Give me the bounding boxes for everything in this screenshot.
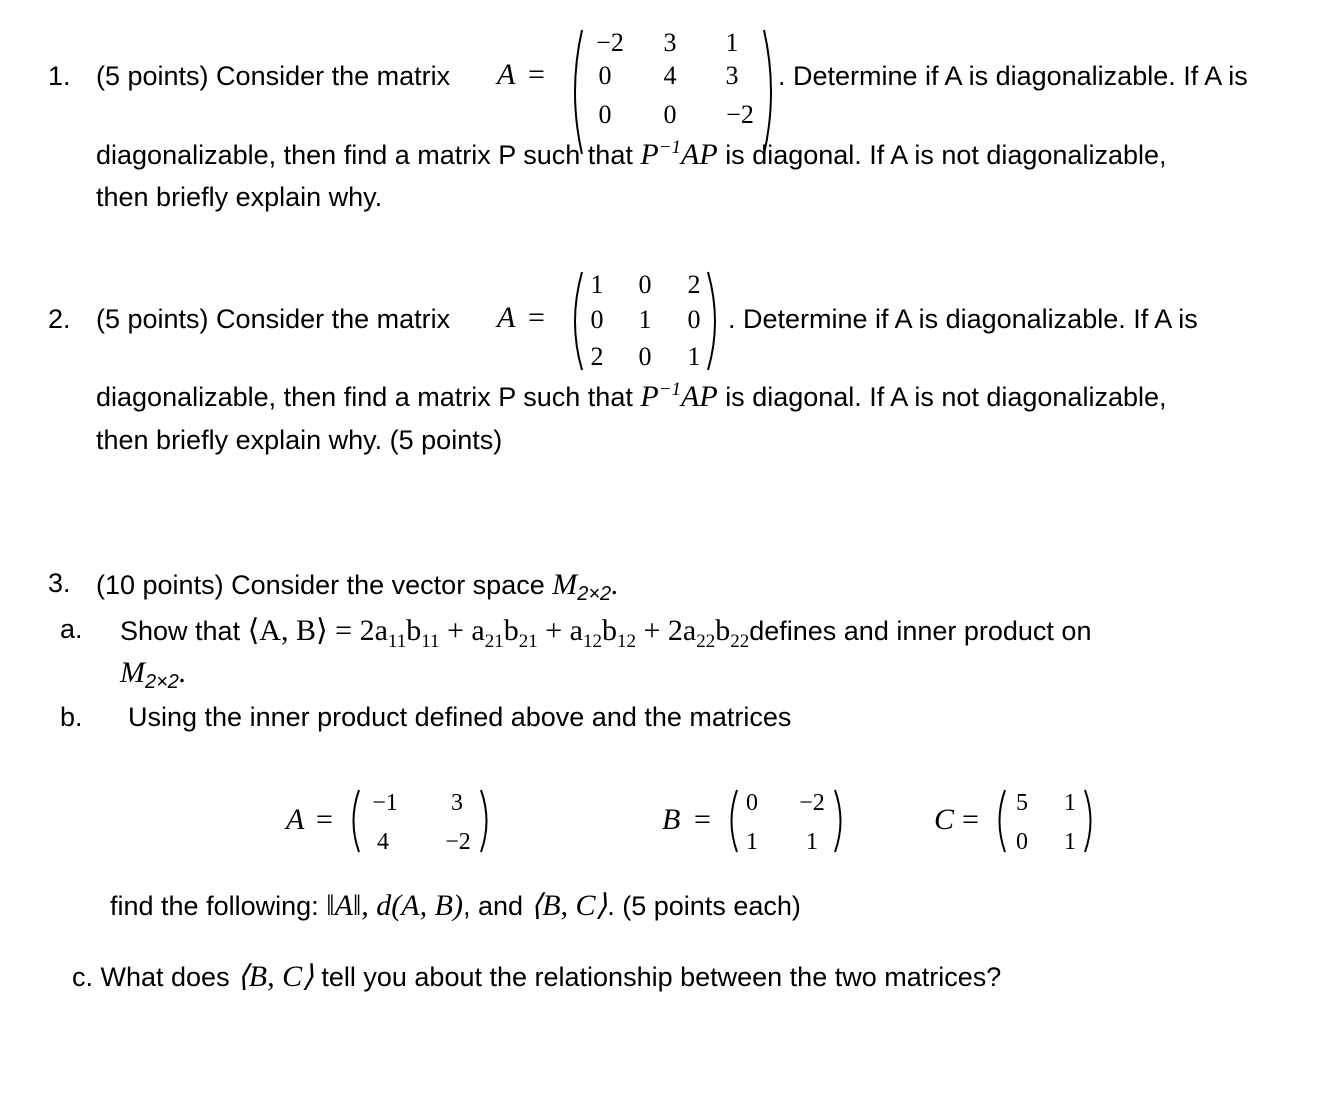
q3a-label: a. xyxy=(60,614,83,644)
q3b-ip-expr: ⟨B, C⟩ xyxy=(530,889,608,922)
q3b-b-eq: = xyxy=(694,803,711,836)
q2-cell: 1 xyxy=(638,305,652,334)
q1-cell: 4 xyxy=(663,61,677,90)
q2-right-paren xyxy=(704,270,724,374)
q3b-c-eq: = xyxy=(962,803,979,836)
q3b-a-right-paren xyxy=(478,788,494,854)
q2-line3: then briefly explain why. (5 points) xyxy=(96,425,503,455)
q2-cell: 2 xyxy=(687,270,701,299)
q2-line2-pre: diagonalizable, then find a matrix P such that xyxy=(96,382,633,412)
q3-lead-line xyxy=(96,568,619,605)
q3b-c-left-paren xyxy=(992,788,1008,854)
q1-cell: 0 xyxy=(598,100,612,129)
q3b-a-cell: 3 xyxy=(451,790,463,816)
q1-equals: = xyxy=(528,58,545,91)
q1-number: 1. xyxy=(48,61,71,91)
q3b-a-cell: −2 xyxy=(445,829,471,855)
q2-cell: 0 xyxy=(687,305,701,334)
q3-space: $M_{2\times 2}$. xyxy=(552,568,619,605)
q2-lead: (5 points) Consider the matrix xyxy=(96,304,451,334)
q1-cell: 0 xyxy=(663,100,677,129)
q3b-a-cell: 4 xyxy=(377,829,389,855)
q1-line2-post: is diagonal. If A is not diagonalizable, xyxy=(725,140,1167,170)
q3-lead: (10 points) Consider the vector space xyxy=(96,570,545,600)
q3b-c-right-paren xyxy=(1082,788,1098,854)
q3b-b-cell: −2 xyxy=(799,790,825,816)
q3b-find-pre: find the following: xyxy=(110,891,327,921)
q3b-find-post: . (5 points each) xyxy=(607,891,801,921)
q1-line3: then briefly explain why. xyxy=(96,182,383,212)
q3b-b-cell: 1 xyxy=(806,829,818,855)
q1-cell: −2 xyxy=(596,28,624,57)
q3b-norm-expr: ‖A‖, d(A, B) xyxy=(326,889,463,922)
q1-line2-math: $P^{-1}AP$ xyxy=(640,137,718,171)
q2-number: 2. xyxy=(48,304,71,334)
q2-equals: = xyxy=(528,301,545,334)
q2-line2-post: is diagonal. If A is not diagonalizable, xyxy=(725,382,1167,412)
q1-lead: (5 points) Consider the matrix xyxy=(96,61,451,91)
q3b-c-cell: 1 xyxy=(1064,790,1076,816)
q3b-find-line xyxy=(110,891,801,921)
q1-cell: 3 xyxy=(663,28,677,57)
q3b-label: b. xyxy=(60,702,83,732)
q1-right-paren xyxy=(760,28,780,158)
q3b-b-name: B xyxy=(662,803,681,836)
q2-cell: 1 xyxy=(687,342,701,371)
q3b-b-right-paren xyxy=(832,788,848,854)
q3b-c-cell: 1 xyxy=(1064,829,1076,855)
q3b-text: Using the inner product defined above and the matrices xyxy=(128,702,792,732)
q3b-c-name: C xyxy=(934,803,955,836)
q3b-b-cell: 0 xyxy=(746,790,758,816)
q1-cell: 0 xyxy=(598,61,612,90)
q1-cell: 3 xyxy=(725,61,739,90)
q3a-pre: Show that xyxy=(120,616,241,646)
q2-matrix-var: A xyxy=(497,301,516,334)
q3-number: 3. xyxy=(48,568,71,598)
q3c-ip-expr: ⟨B, C⟩ xyxy=(237,960,314,993)
q3b-find-and: , and xyxy=(462,891,531,921)
q3c-line xyxy=(72,962,1001,992)
q3b-c-cell: 5 xyxy=(1016,790,1028,816)
q3b-c-cell: 0 xyxy=(1016,829,1028,855)
q2-cell: 0 xyxy=(590,305,604,334)
q3b-a-name: A xyxy=(286,803,305,836)
q1-trail: . Determine if A is diagonalizable. If A is xyxy=(778,61,1248,91)
q3b-b-left-paren xyxy=(724,788,740,854)
q2-cell: 1 xyxy=(590,270,604,299)
q3a-formula: ⟨A, B⟩ = $2a_{11}b_{11} + a_{21}b_{21} + a_{12}b_{12} + 2a_{22}b_{22}$ xyxy=(247,614,750,652)
q3b-a-left-paren xyxy=(346,788,362,854)
q2-left-paren xyxy=(566,270,586,374)
q2-cell: 0 xyxy=(638,342,652,371)
q3a-post: defines and inner product on xyxy=(749,616,1092,646)
q2-cell: 2 xyxy=(590,342,604,371)
q3b-a-cell: −1 xyxy=(372,790,398,816)
q1-cell: 1 xyxy=(725,28,739,57)
q2-line2 xyxy=(96,379,1167,413)
q3a-line2: $M_{2\times 2}$. xyxy=(120,656,187,693)
q1-line2-pre: diagonalizable, then find a matrix P such that xyxy=(96,140,633,170)
q2-trail: . Determine if A is diagonalizable. If A is xyxy=(728,304,1198,334)
q2-line2-math: $P^{-1}AP$ xyxy=(640,379,718,413)
q1-matrix-var: A xyxy=(497,58,516,91)
q3a-line1 xyxy=(120,614,1092,652)
q3b-a-eq: = xyxy=(316,803,333,836)
q1-cell: −2 xyxy=(726,100,754,129)
q1-line2 xyxy=(96,137,1167,171)
q3c-label: c. What does xyxy=(72,962,230,992)
q3c-post: tell you about the relationship between the two matrices? xyxy=(321,962,1002,992)
q2-cell: 0 xyxy=(638,270,652,299)
q3b-b-cell: 1 xyxy=(746,829,758,855)
q1-left-paren xyxy=(566,28,586,158)
